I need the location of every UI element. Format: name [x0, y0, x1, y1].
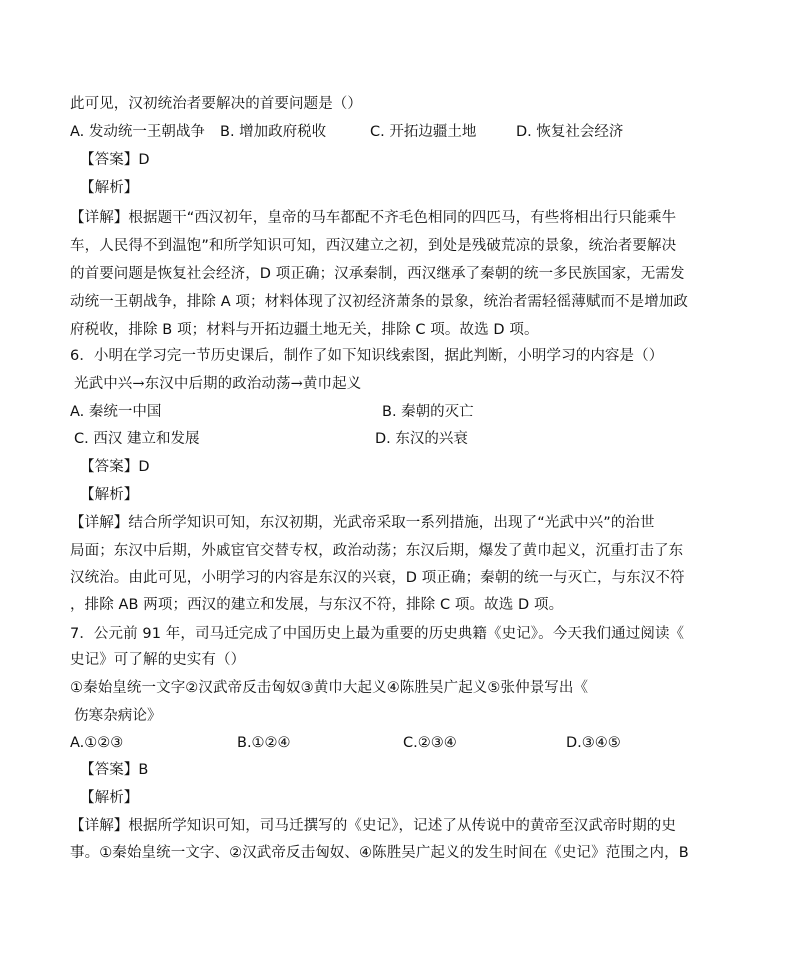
q6-option-d: D. 东汉的兴衰 — [375, 431, 468, 447]
q5-analysis-label: 【解析】 — [80, 180, 139, 196]
q5-detail-line-2: 车，人民得不到温饱”和所学知识可知，西汉建立之初，到处是残破荒凉的景象，统治者要解决 — [70, 238, 677, 254]
q7-option-d: D.③④⑤ — [566, 735, 621, 751]
q7-option-c: C.②③④ — [403, 735, 457, 751]
q5-option-c: C. 开拓边疆土地 — [370, 124, 477, 140]
q5-detail-line-5: 府税收，排除 B 项；材料与开拓边疆土地无关，排除 C 项。故选 D 项。 — [70, 322, 539, 338]
q6-knowledge-chain: 光武中兴→东汉中后期的政治动荡→黄巾起义 — [74, 376, 362, 392]
q7-items-line-2: 伤寒杂病论》 — [74, 708, 162, 724]
q6-answer: 【答案】D — [80, 459, 150, 475]
q5-option-b: B. 增加政府税收 — [220, 124, 327, 140]
q5-stem-tail: 此可见，汉初统治者要解决的首要问题是（） — [70, 96, 362, 112]
q6-analysis-label: 【解析】 — [80, 487, 139, 503]
q6-detail-line-2: 局面；东汉中后期，外戚宦官交替专权，政治动荡；东汉后期，爆发了黄巾起义，沉重打击了东 — [70, 543, 684, 559]
q7-stem-line-1: 7．公元前 91 年，司马迁完成了中国历史上最为重要的历史典籍《史记》。今天我们通过阅读《 — [70, 626, 685, 642]
q6-option-c: C. 西汉 建立和发展 — [74, 431, 200, 447]
q7-option-b: B.①②④ — [237, 735, 291, 751]
q7-analysis-label: 【解析】 — [80, 790, 139, 806]
q5-option-d: D. 恢复社会经济 — [516, 124, 624, 140]
q7-detail-line-2: 事。①秦始皇统一文字、②汉武帝反击匈奴、④陈胜吴广起义的发生时间在《史记》范围之内，B — [70, 845, 689, 861]
q7-answer: 【答案】B — [80, 762, 149, 778]
q7-items-line-1: ①秦始皇统一文字②汉武帝反击匈奴③黄巾大起义④陈胜吴广起义⑤张仲景写出《 — [70, 680, 589, 696]
q6-detail-line-4: ，排除 AB 两项；西汉的建立和发展，与东汉不符，排除 C 项。故选 D 项。 — [70, 597, 564, 613]
q6-option-a: A. 秦统一中国 — [70, 404, 162, 420]
q5-answer: 【答案】D — [80, 152, 150, 168]
q7-detail-line-1: 【详解】根据所学知识可知，司马迁撰写的《史记》，记述了从传说中的黄帝至汉武帝时期的史 — [70, 818, 676, 834]
q6-stem: 6．小明在学习完一节历史课后，制作了如下知识线索图，据此判断，小明学习的内容是（） — [70, 348, 664, 364]
q5-detail-line-4: 动统一王朝战争，排除 A 项；材料体现了汉初经济萧条的景象，统治者需轻徭薄赋而不是增加政 — [70, 294, 689, 310]
q5-detail-line-3: 的首要问题是恢复社会经济，D 项正确；汉承秦制，西汉继承了秦朝的统一多民族国家，无需发 — [70, 266, 685, 282]
q6-detail-line-1: 【详解】结合所学知识可知，东汉初期，光武帝采取一系列措施，出现了“光武中兴”的治世 — [70, 515, 655, 531]
q5-option-a: A. 发动统一王朝战争 — [70, 124, 205, 140]
q7-option-a: A.①②③ — [70, 735, 124, 751]
q6-option-b: B. 秦朝的灭亡 — [382, 404, 474, 420]
q5-detail-line-1: 【详解】根据题干“西汉初年，皇帝的马车都配不齐毛色相同的四匹马，有些将相出行只能乘牛 — [70, 210, 677, 226]
q7-stem-line-2: 史记》可了解的史实有（） — [70, 652, 246, 668]
q6-detail-line-3: 汉统治。由此可见，小明学习的内容是东汉的兴衰，D 项正确；秦朝的统一与灭亡，与东汉不符 — [70, 570, 685, 586]
